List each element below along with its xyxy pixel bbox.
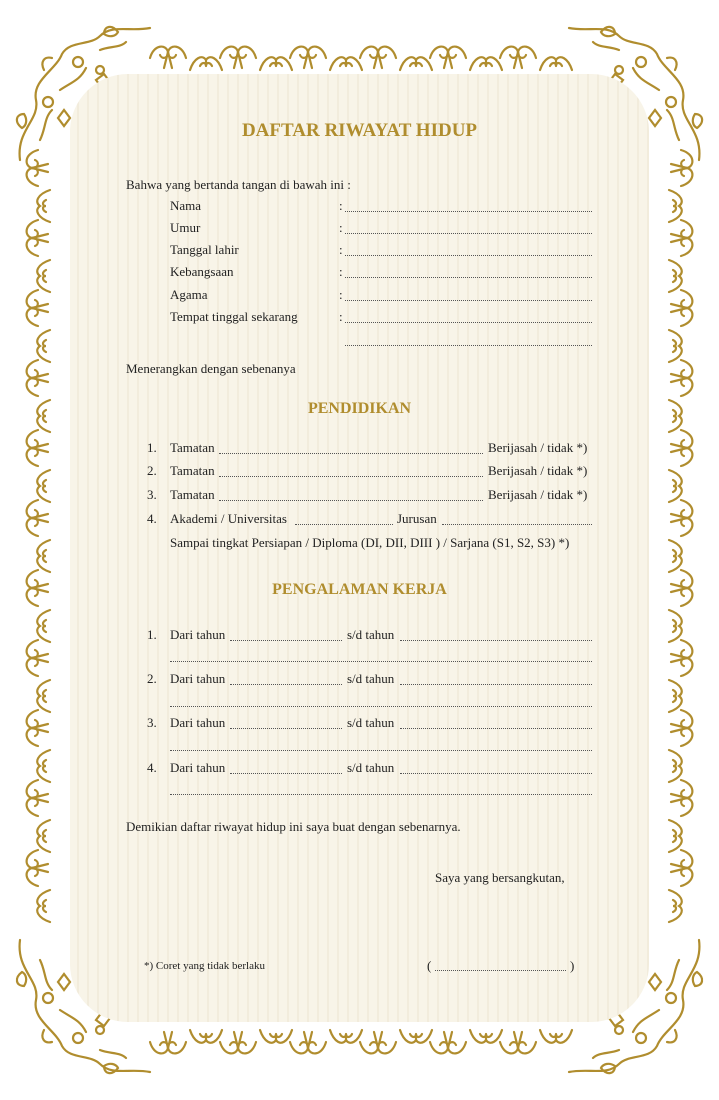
field-label-kebangsaan: Kebangsaan	[170, 264, 234, 279]
field-input-nama[interactable]	[345, 211, 592, 212]
work-num: 4.	[147, 760, 157, 775]
work-to-label: s/d tahun	[347, 671, 395, 686]
university-input[interactable]	[295, 524, 393, 525]
field-colon: :	[339, 264, 343, 279]
work-to-input-4[interactable]	[400, 773, 592, 774]
work-detail-input-2[interactable]	[170, 706, 592, 707]
work-from-label: Dari tahun	[170, 715, 226, 730]
work-to-input-3[interactable]	[400, 728, 592, 729]
work-from-input-2[interactable]	[230, 684, 342, 685]
field-colon: :	[339, 198, 343, 213]
statement-text: Menerangkan dengan sebenanya	[126, 361, 296, 376]
field-input-umur[interactable]	[345, 233, 592, 234]
education-heading: PENDIDIKAN	[307, 400, 412, 417]
major-label: Jurusan	[397, 511, 437, 526]
intro-text: Bahwa yang bertanda tangan di bawah ini :	[126, 177, 351, 192]
field-input-tanggal-lahir[interactable]	[345, 255, 592, 256]
signature-close-paren: )	[570, 958, 575, 973]
document-title: DAFTAR RIWAYAT HIDUP	[241, 120, 478, 141]
field-input-tempat-tinggal-line2[interactable]	[345, 345, 592, 346]
field-colon: :	[339, 242, 343, 257]
field-label-agama: Agama	[170, 287, 208, 302]
work-to-input-2[interactable]	[400, 684, 592, 685]
work-heading: PENGALAMAN KERJA	[272, 581, 447, 598]
work-from-label: Dari tahun	[170, 760, 226, 775]
work-to-label: s/d tahun	[347, 627, 395, 642]
work-from-label: Dari tahun	[170, 671, 226, 686]
work-to-label: s/d tahun	[347, 760, 395, 775]
education-num: 3.	[147, 487, 157, 502]
education-suffix: Berijasah / tidak *)	[488, 463, 588, 478]
education-num: 1.	[147, 440, 157, 455]
field-input-tempat-tinggal[interactable]	[345, 322, 592, 323]
work-detail-input-3[interactable]	[170, 750, 592, 751]
signature-open-paren: (	[427, 958, 432, 973]
work-detail-input-4[interactable]	[170, 794, 592, 795]
major-input[interactable]	[442, 524, 592, 525]
work-from-input-3[interactable]	[230, 728, 342, 729]
work-num: 1.	[147, 627, 157, 642]
education-input-2[interactable]	[219, 476, 483, 477]
closing-text: Demikian daftar riwayat hidup ini saya buat dengan sebenarnya.	[126, 819, 461, 834]
footnote: *) Coret yang tidak berlaku	[144, 960, 265, 972]
work-to-label: s/d tahun	[347, 715, 395, 730]
field-colon: :	[339, 287, 343, 302]
education-input-3[interactable]	[219, 500, 483, 501]
education-num: 4.	[147, 511, 157, 526]
university-label: Akademi / Universitas	[170, 511, 287, 526]
work-from-label: Dari tahun	[170, 627, 226, 642]
education-suffix: Berijasah / tidak *)	[488, 487, 588, 502]
work-detail-input-1[interactable]	[170, 661, 592, 662]
field-label-nama: Nama	[170, 198, 202, 213]
field-input-kebangsaan[interactable]	[345, 277, 592, 278]
signature-label: Saya yang bersangkutan,	[435, 870, 565, 885]
field-input-agama[interactable]	[345, 300, 592, 301]
education-label: Tamatan	[170, 440, 215, 455]
education-num: 2.	[147, 463, 157, 478]
field-label-tempat-tinggal: Tempat tinggal sekarang	[170, 309, 298, 324]
work-num: 3.	[147, 715, 157, 730]
work-from-input-1[interactable]	[230, 640, 342, 641]
field-label-umur: Umur	[170, 220, 201, 235]
work-num: 2.	[147, 671, 157, 686]
field-colon: :	[339, 309, 343, 324]
field-colon: :	[339, 220, 343, 235]
field-label-tanggal-lahir: Tanggal lahir	[170, 242, 239, 257]
education-label: Tamatan	[170, 463, 215, 478]
education-suffix: Berijasah / tidak *)	[488, 440, 588, 455]
work-from-input-4[interactable]	[230, 773, 342, 774]
education-input-1[interactable]	[219, 453, 483, 454]
work-to-input-1[interactable]	[400, 640, 592, 641]
education-label: Tamatan	[170, 487, 215, 502]
signature-name-input[interactable]	[435, 970, 566, 971]
education-level-note: Sampai tingkat Persiapan / Diploma (DI, DII, DIII ) / Sarjana (S1, S2, S3) *)	[170, 535, 570, 550]
